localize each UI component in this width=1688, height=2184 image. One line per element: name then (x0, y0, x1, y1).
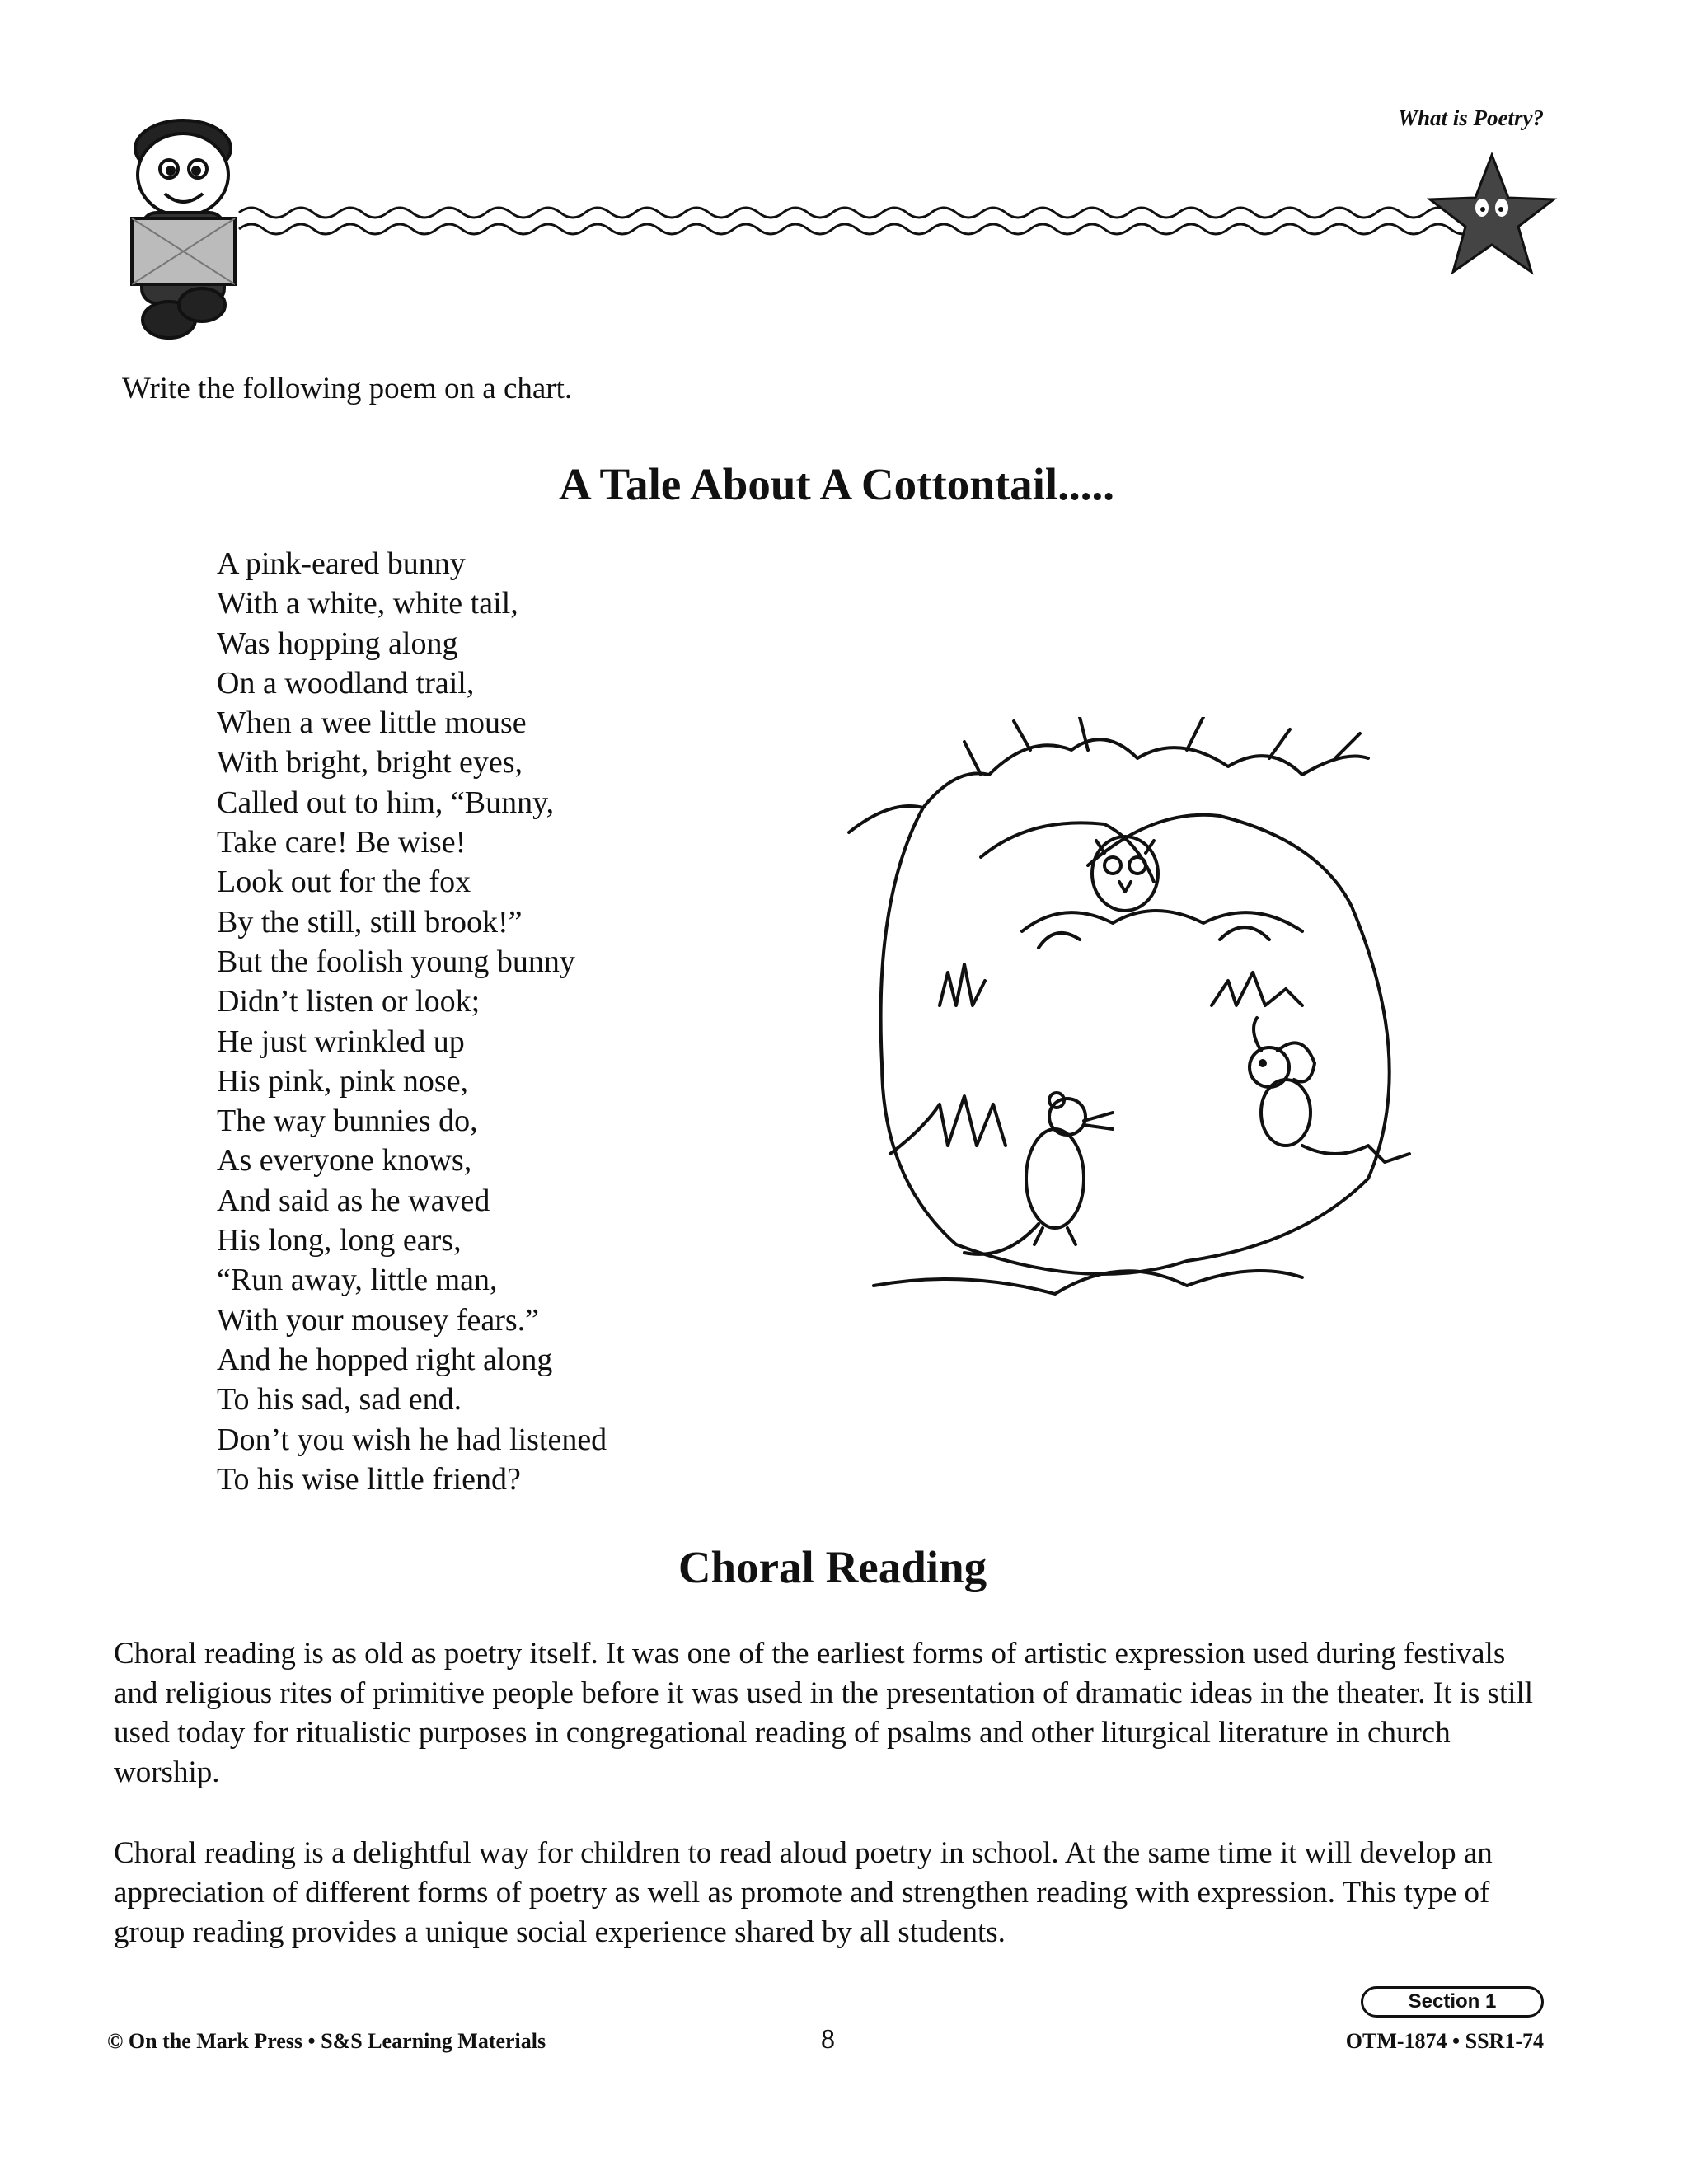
poem-line: With your mousey fears.” (217, 1302, 540, 1338)
woodland-illustration (841, 717, 1434, 1310)
owl-icon (1092, 837, 1158, 911)
poem-line: Called out to him, “Bunny, (217, 785, 555, 820)
poem-line: Was hopping along (217, 626, 458, 661)
wavy-divider (239, 208, 1525, 234)
page-number: 8 (821, 2024, 835, 2055)
choral-reading-heading: Choral Reading (678, 1542, 987, 1592)
choral-paragraph-2: Choral reading is a delightful way for children to read aloud poetry in school. At the same time it will develop an appreciation of different forms of poetry as well as promote and strengthen reading with expression. This type of group reading provides a unique social experience shared by all students. (114, 1836, 1493, 1949)
poem-line: With a white, white tail, (217, 586, 518, 621)
star-icon (1430, 155, 1554, 272)
poem-line: The way bunnies do, (217, 1104, 478, 1139)
poem-line: Look out for the fox (217, 865, 471, 900)
publisher-credit: © On the Mark Press • S&S Learning Materials (107, 2029, 546, 2053)
header-banner (124, 115, 1566, 363)
choral-paragraph-1: Choral reading is as old as poetry itself. It was one of the earliest forms of artistic expression used during festivals and religious rites of primitive people before it was used in the presentation of dramatic ideas in the theater. It is still used today for ritualistic purposes in congregational reading of psalms and other liturgical literature in church worship. (114, 1637, 1534, 1789)
poem-line: And said as he waved (217, 1183, 490, 1218)
tree-hollow (881, 808, 1390, 1274)
poem-line: Don’t you wish he had listened (217, 1422, 607, 1457)
poem-line: Take care! Be wise! (217, 825, 467, 860)
poem-line: He just wrinkled up (217, 1024, 465, 1059)
bunny-icon (1250, 1018, 1315, 1146)
poem-line: When a wee little mouse (217, 705, 527, 741)
product-code: OTM-1874 • SSR1-74 (1345, 2029, 1544, 2053)
poem-line: His pink, pink nose, (217, 1063, 469, 1099)
poem-line: To his sad, sad end. (217, 1382, 462, 1418)
poem-line: By the still, still brook!” (217, 904, 523, 940)
poem-line: To his wise little friend? (217, 1461, 521, 1497)
poem-line: Didn’t listen or look; (217, 984, 481, 1019)
boy-mascot-icon (132, 120, 235, 338)
poem-line: And he hopped right along (217, 1342, 553, 1377)
poem-line: “Run away, little man, (217, 1263, 498, 1298)
header-label: What is Poetry? (1397, 105, 1544, 130)
branches-outline (849, 739, 1368, 832)
section-badge: Section 1 (1361, 1986, 1544, 2018)
poem-body (217, 544, 607, 1499)
poem-line: But the foolish young bunny (217, 944, 575, 979)
poem-line: As everyone knows, (217, 1143, 472, 1179)
poem-line: A pink-eared bunny (217, 546, 466, 581)
poem-title: A Tale About A Cottontail..... (559, 459, 1114, 509)
poem-line: With bright, bright eyes, (217, 745, 523, 780)
poem-line: On a woodland trail, (217, 665, 475, 701)
instruction-text: Write the following poem on a chart. (122, 372, 573, 405)
poem-line: His long, long ears, (217, 1223, 462, 1258)
